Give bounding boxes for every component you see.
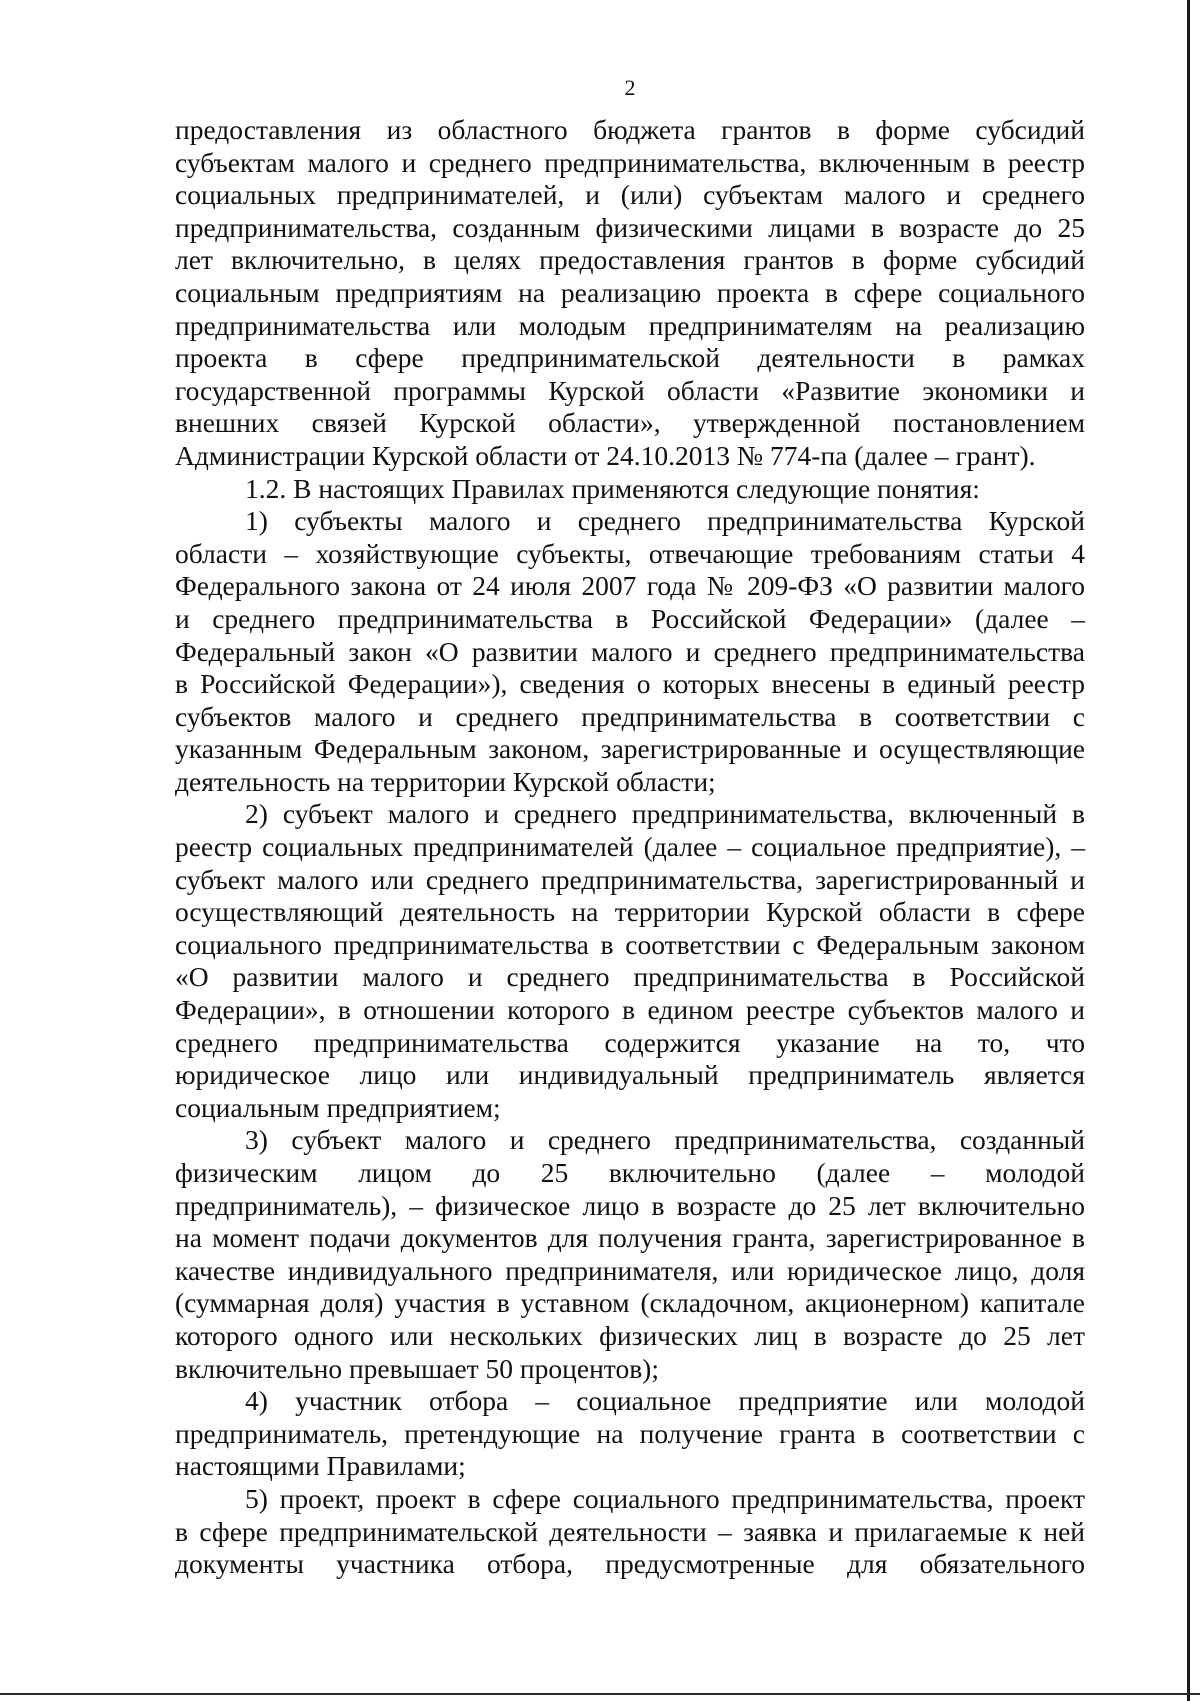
text-line: социальных предпринимателей, и (или) субъектам малого и среднего <box>175 179 1085 211</box>
text-line: 5) проект, проект в сфере социального предпринимательства, проект <box>245 1482 1085 1514</box>
text-line: 4) участник отбора – социальное предприятие или молодой <box>245 1385 1085 1417</box>
text-line: Администрации Курской области от 24.10.2013 № 774-па (далее – грант). <box>175 439 1036 471</box>
text-line: социальным предприятием; <box>175 1091 501 1123</box>
text-line: и среднего предпринимательства в Российской Федерации» (далее – <box>175 602 1085 634</box>
text-line: деятельность на территории Курской области; <box>175 765 716 797</box>
text-line: которого одного или нескольких физических лиц в возрасте до 25 лет <box>175 1319 1085 1351</box>
text-line: реестр социальных предпринимателей (далее – социальное предприятие), – <box>175 831 1085 863</box>
text-line: в Российской Федерации»), сведения о которых внесены в единый реестр <box>175 668 1085 700</box>
text-line: 3) субъект малого и среднего предпринимательства, созданный <box>245 1124 1085 1156</box>
text-line: области – хозяйствующие субъекты, отвечающие требованиям статьи 4 <box>175 537 1085 569</box>
text-line: настоящими Правилами; <box>175 1450 466 1482</box>
text-line: внешних связей Курской области», утвержденной постановлением <box>175 407 1085 439</box>
text-line: юридическое лицо или индивидуальный предприниматель является <box>175 1059 1085 1091</box>
text-line: предпринимательства или молодым предпринимателям на реализацию <box>175 309 1085 341</box>
body-text <box>175 114 1085 1581</box>
text-line: осуществляющий деятельность на территории Курской области в сфере <box>175 896 1085 928</box>
text-line: Федерального закона от 24 июля 2007 года № 209-ФЗ «О развитии малого <box>175 570 1085 602</box>
text-line: проекта в сфере предпринимательской деятельности в рамках <box>175 342 1085 374</box>
scan-edge-bottom <box>0 1693 1200 1695</box>
text-line: социальным предприятиям на реализацию проекта в сфере социального <box>175 276 1085 308</box>
scan-edge-right <box>1187 0 1190 1701</box>
text-line: в сфере предпринимательской деятельности – заявка и прилагаемые к ней <box>175 1515 1085 1547</box>
text-line: субъект малого или среднего предпринимательства, зарегистрированный и <box>175 863 1085 895</box>
text-line: «О развитии малого и среднего предпринимательства в Российской <box>175 961 1085 993</box>
text-line: предприниматель, претендующие на получение гранта в соответствии с <box>175 1417 1085 1449</box>
text-line: 1.2. В настоящих Правилах применяются следующие понятия: <box>245 472 980 504</box>
text-line: социального предпринимательства в соответствии с Федеральным законом <box>175 928 1085 960</box>
text-line: 2) субъект малого и среднего предпринимательства, включенный в <box>245 798 1085 830</box>
text-line: качестве индивидуального предпринимателя, или юридическое лицо, доля <box>175 1254 1085 1286</box>
text-line: субъектов малого и среднего предпринимательства в соответствии с <box>175 700 1085 732</box>
text-line: среднего предпринимательства содержится указание на то, что <box>175 1026 1085 1058</box>
text-line: Федерации», в отношении которого в едином реестре субъектов малого и <box>175 994 1085 1026</box>
text-line: государственной программы Курской области «Развитие экономики и <box>175 374 1085 406</box>
text-line: субъектам малого и среднего предпринимательства, включенным в реестр <box>175 146 1085 178</box>
text-line: физическим лицом до 25 включительно (далее – молодой <box>175 1157 1085 1188</box>
text-line: указанным Федеральным законом, зарегистрированные и осуществляющие <box>175 733 1085 765</box>
page-number: 2 <box>624 75 636 100</box>
text-line: документы участника отбора, предусмотренные для обязательного <box>175 1548 1085 1580</box>
text-line: включительно превышает 50 процентов); <box>175 1352 659 1384</box>
text-line: предприниматель), – физическое лицо в возрасте до 25 лет включительно <box>175 1189 1085 1221</box>
text-line: предпринимательства, созданным физическими лицами в возрасте до 25 <box>175 211 1085 243</box>
text-line: 1) субъекты малого и среднего предпринимательства Курской <box>245 505 1085 537</box>
text-line: Федеральный закон «О развитии малого и среднего предпринимательства <box>175 635 1085 667</box>
text-line: предоставления из областного бюджета грантов в форме субсидий <box>175 114 1085 145</box>
text-line: на момент подачи документов для получения гранта, зарегистрированное в <box>175 1222 1085 1254</box>
text-line: лет включительно, в целях предоставления грантов в форме субсидий <box>175 244 1085 276</box>
text-line: (суммарная доля) участия в уставном (складочном, акционерном) капитале <box>175 1287 1085 1319</box>
